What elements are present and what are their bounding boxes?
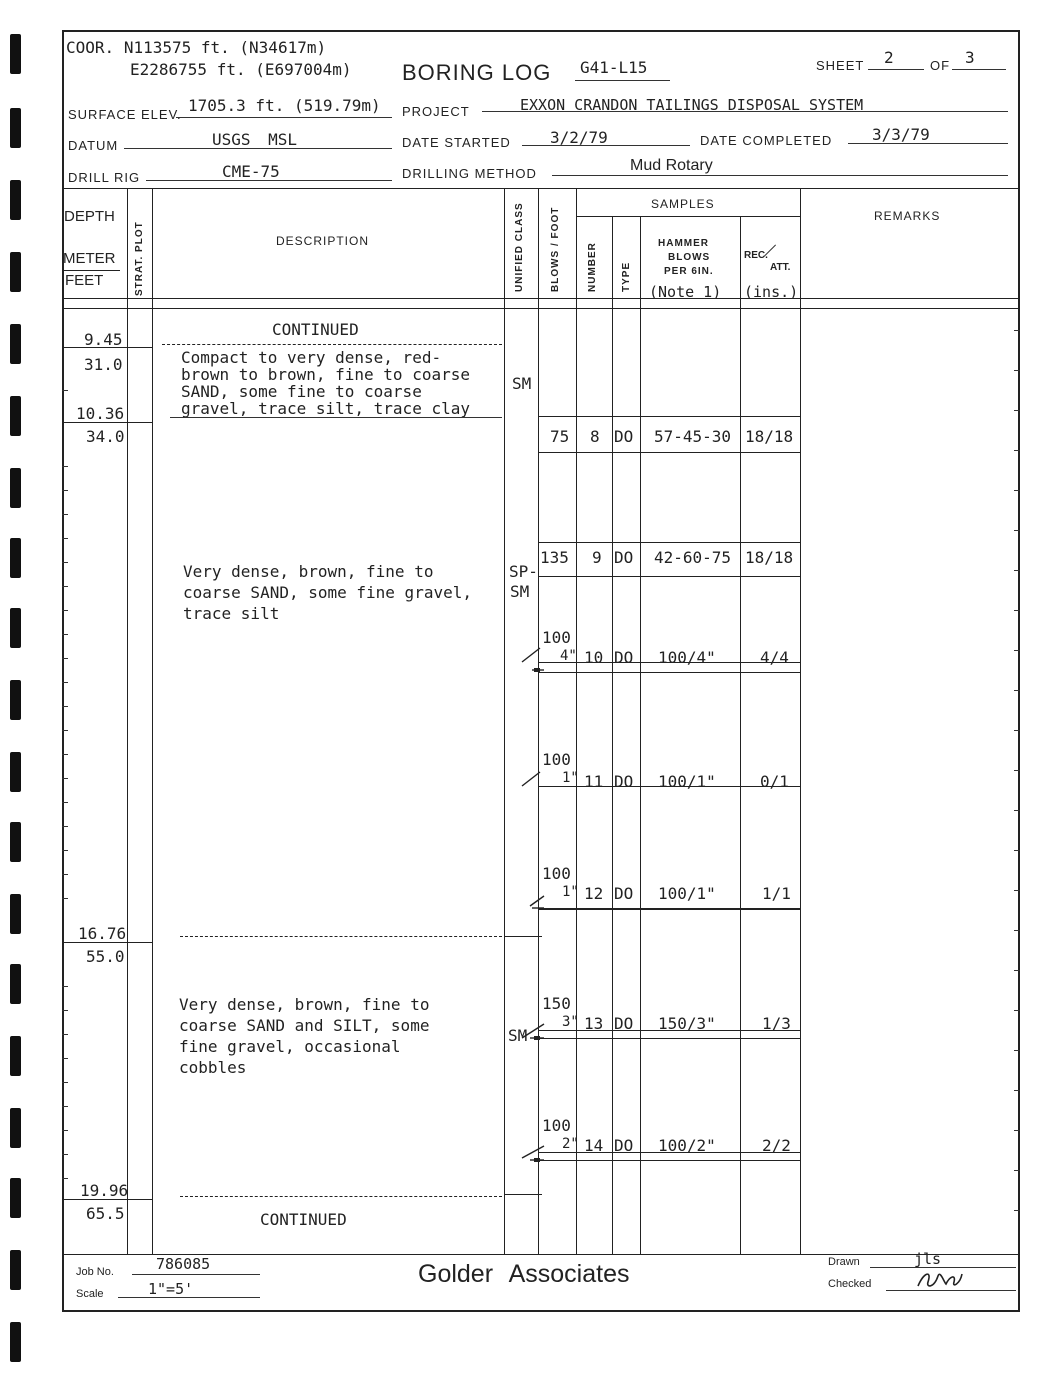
surface-elev-label: SURFACE ELEV. [68,107,182,122]
sample-type: DO [614,427,634,446]
hammer-blows: 100/2" [658,1136,716,1155]
recovery: 1/1 [762,884,791,903]
sample-type: DO [614,884,634,903]
binder-hole [10,538,21,578]
depth-feet: 65.5 [86,1204,125,1223]
depth-header: DEPTH [64,208,115,225]
sample-number: 10 [584,648,604,667]
sample-number: 11 [584,772,604,791]
coor-north: N113575 ft. (N34617m) [123,38,327,57]
blows-sub: 1" [562,770,579,786]
scale-value: 1"=5' [148,1280,194,1298]
hammer-blows: 57-45-30 [654,427,732,446]
blows-per-foot: 150 [542,994,571,1013]
checked-label: Checked [828,1278,872,1290]
recovery: 2/2 [762,1136,791,1155]
hammer-blows: 100/4" [658,648,716,667]
unified-class: SM [508,1026,528,1045]
datum-label: DATUM [68,138,119,153]
note1-header: (Note 1) [649,283,722,301]
meter-header: METER [63,250,116,267]
rec-header: REC. [744,250,768,261]
date-completed: 3/3/79 [872,125,930,144]
of-label: OF [930,58,951,73]
job-no-label: Job No. [76,1266,114,1278]
blows-per-foot: 75 [550,427,570,446]
hammer-blows: 100/1" [658,884,716,903]
binder-hole [10,680,21,720]
sample-number: 8 [590,427,600,446]
date-completed-label: DATE COMPLETED [700,133,833,148]
recovery: 18/18 [745,427,794,446]
sample-number: 9 [592,548,602,567]
sheet-total: 3 [965,48,975,67]
checked-signature [914,1266,966,1292]
project-label: PROJECT [402,104,470,119]
binder-hole [10,1108,21,1148]
recovery: 0/1 [760,772,789,791]
blows-sub: 3" [562,1014,579,1030]
datum-value: USGS MSL [212,130,298,149]
binder-hole [10,1178,21,1218]
binder-hole [10,108,21,148]
blows-header: BLOWS [668,252,711,263]
unified-class-header: UNIFIED CLASS [514,202,525,292]
depth-meter: 10.36 [76,404,125,423]
blows-per-foot: 100 [542,628,571,647]
blows-sub: 2" [562,1136,579,1152]
depth-feet: 34.0 [86,427,125,446]
boring-id: G41-L15 [580,58,648,77]
coor-east: E2286755 ft. (E697004m) [130,60,352,79]
binder-hole [10,1250,21,1290]
scale-label: Scale [76,1288,104,1300]
blows-sub: 1" [562,884,579,900]
company-name: Golder Associates [418,1260,630,1288]
binder-hole [10,1322,21,1362]
sample-type: DO [614,772,634,791]
binder-hole [10,180,21,220]
recovery: 1/3 [762,1014,791,1033]
binder-hole [10,822,21,862]
binder-hole [10,252,21,292]
binder-hole [10,608,21,648]
blows-sub: 4" [560,648,577,664]
unified-class: SM [510,582,530,601]
layer-description: Very dense, brown, fine to coarse SAND, some fine gravel, trace silt [183,562,472,623]
sample-type: DO [614,548,634,567]
sheet-label: SHEET [816,58,865,73]
binder-hole [10,894,21,934]
depth-feet: 55.0 [86,947,125,966]
sample-type: DO [614,1014,634,1033]
drilling-method-label: DRILLING METHOD [402,166,537,181]
page-title: BORING LOG [402,60,552,85]
drawn-label: Drawn [828,1256,860,1268]
hammer-blows: 100/1" [658,772,716,791]
job-number: 786085 [156,1255,211,1273]
drill-rig-label: DRILL RIG [68,170,141,185]
unified-class: SP- [509,562,538,581]
att-header: ATT. [770,262,791,273]
sample-type: DO [614,1136,634,1155]
depth-feet: 31.0 [84,355,123,374]
drilling-method: Mud Rotary [630,157,713,174]
date-started-label: DATE STARTED [402,135,511,150]
strat-plot-header: STRAT. PLOT [134,221,145,296]
coor-label: COOR. [66,38,115,57]
binder-hole [10,1036,21,1076]
feet-header: FEET [65,272,104,289]
project-name: EXXON CRANDON TAILINGS DISPOSAL SYSTEM [520,96,864,114]
binder-hole [10,324,21,364]
per6-header: PER 6IN. [664,266,714,277]
depth-meter: 9.45 [84,330,123,349]
coordinates [66,38,326,57]
hammer-header: HAMMER [658,238,709,249]
binder-hole [10,752,21,792]
description-header: DESCRIPTION [276,234,370,248]
remarks-header: REMARKS [874,209,941,223]
blows-per-foot: 100 [542,864,571,883]
hammer-blows: 150/3" [658,1014,716,1033]
continued-bottom: CONTINUED [260,1210,347,1229]
depth-meter: 16.76 [78,924,127,943]
hammer-blows: 42-60-75 [654,548,732,567]
sheet-number: 2 [884,48,894,67]
binder-hole [10,964,21,1004]
layer-description: Compact to very dense, red- brown to brown, fine to coarse SAND, some fine to coarse gravel, trace silt, trace clay [181,348,470,418]
sample-type: DO [614,648,634,667]
number-header: NUMBER [587,242,598,292]
sampler-marks [504,600,584,1180]
sample-number: 12 [584,884,604,903]
date-started: 3/2/79 [550,128,608,147]
binder-hole [10,468,21,508]
blows-per-foot: 135 [540,548,569,567]
sample-number: 14 [584,1136,604,1155]
recovery: 4/4 [760,648,789,667]
recovery: 18/18 [745,548,794,567]
layer-description: Very dense, brown, fine to coarse SAND and SILT, some fine gravel, occasional cobbles [179,995,430,1077]
type-header: TYPE [621,261,632,292]
depth-meter: 19.96 [80,1181,129,1200]
drill-rig: CME-75 [222,162,280,181]
samples-header: SAMPLES [651,197,715,211]
ins-header: (ins.) [744,283,799,301]
surface-elev: 1705.3 ft. (519.79m) [188,96,381,115]
blows-per-foot: 100 [542,1116,571,1135]
drawn-by: jls [914,1250,942,1268]
blows-foot-header: BLOWS / FOOT [550,206,561,292]
continued-top: CONTINUED [272,320,359,339]
binder-hole [10,396,21,436]
unified-class: SM [512,374,532,393]
sample-number: 13 [584,1014,604,1033]
blows-per-foot: 100 [542,750,571,769]
binder-hole [10,34,21,74]
